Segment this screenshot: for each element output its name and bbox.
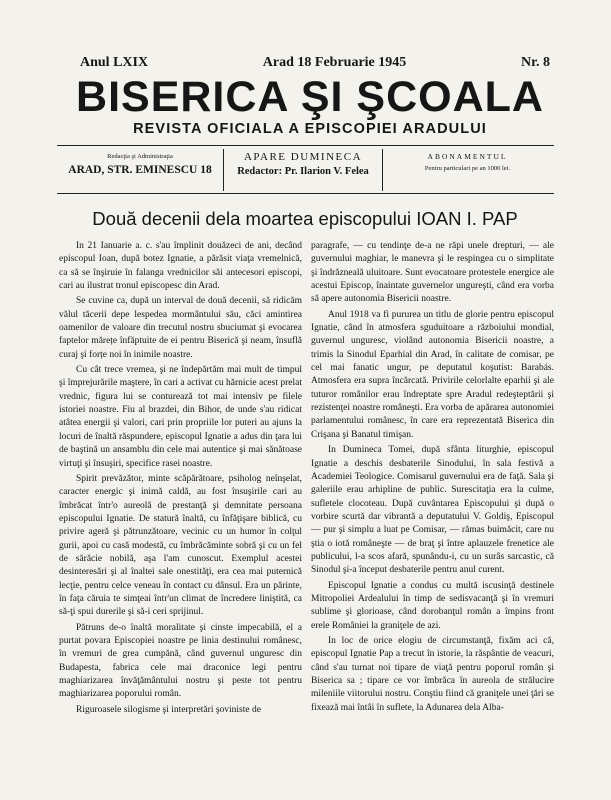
paragraph: In 21 Ianuarie a. c. s'au împlinit douăzeci de ani, decând episcopul Ioan, după botez Ignatie, a părăsit viaţa vremelnică, ca să se înşiruie în falanga vrednicilor săi antecesori episcopi, cari au ilustrat tronul episcopesc din Arad. xyxy=(59,241,302,292)
issue-number: Nr. 8 xyxy=(520,55,550,70)
article-headline: Două decenii dela moartea episcopului IOAN I. PAP xyxy=(92,208,518,229)
paragraph: Se cuvine ca, după un interval de două decenii, să ridicăm vălul tăcerii depe lespedea mormântului său, căci amintirea oamenilor de valoare din trecutul nostru sbuciumat şi evocarea faptelor mărețe înfăptuite de ei pentru Biserică şi neam, însuflă curaj şi forțe noi în inimile noastre. xyxy=(59,296,302,360)
paragraph: Anul 1918 va fi pururea un titlu de glorie pentru episcopul Ignatie, când în atmosfera sguduitoare a războiului mondial, guvernul unguresc, violând autonomia Bisericii noastre, a trimis la Sinodul Eparhial din Arad, în calitate de comisar, pe cel mai fanatic ungur, pe deputatul koşutist: Barabás. Atmosfera era supra încărcată. Privirile celorlalte eparhii şi ale tuturor românilor erau îndreptate spre Aradul redeşteptării şi rezistenţei noastre româneşti. Era vorba de apărarea autonomiei parlamentului românesc, în care era reprezentată Biserica din Crişana şi Banatul timişan. xyxy=(311,309,554,440)
divider-bottom xyxy=(57,193,554,194)
masthead-subtitle: REVISTA OFICIALA A EPISCOPIEI ARADULUI xyxy=(133,121,487,137)
paragraph: Riguroasele silogisme şi interpretări şoviniste de xyxy=(76,704,261,715)
masthead-title: BISERICA ŞI ŞCOALA xyxy=(76,74,544,120)
paragraph: Spirit prevăzător, minte scăpărătoare, psiholog neînşelat, caracter energic şi inimă caldă, au fost însuşirile cari au îmbrăcat într'o aureolă de prestanţă şi demnitate persoana episcopului Ignatie. De statură înaltă, cu înfăţişare biblică, cu privire ageră şi pătrunzătoare, vecinic cu un humor în colţul gurii, apoi cu casă modestă, cu îmbrăcăminte sobră şi cu un fel de sărăcie nobilă, aşa l'am cunoscut. Exemplul acestei desinteresări şi al înaltei sale onestităţi, era cea mai puternică lecţie, pentru celce veneau în contact cu dânsul. Era un părinte, în faţa căruia te simţeai într'un climat de încredere liniştită, ca să-ţi spui durerile şi să-i ceri sprijinul. xyxy=(59,473,302,618)
frequency-text: APARE DUMINECA xyxy=(243,151,363,163)
paragraph: In loc de orice elogiu de circumstanţă, fixăm aci că, episcopul Ignatie Pap a trecut în istorie, la răspântie de veacuri, când s'au turnat noi tipare de viaţă pentru poporul român şi Biserica sa ; tipare ce vor îmbrăca în aureola de strălucire mileniile viitorului nostru. Conştiu fiind că graniţele unei ţări se fixează mai întâi în suflete, la Adunarea dela Alba- xyxy=(311,635,554,713)
paragraph: Episcopul Ignatie a condus cu multă iscusinţă destinele Mitropoliei Ardealului în timp de sedisvacanţă şi în vremuri sublime şi glorioase, când dorobanţul român a împins front erele României la graniţele de azi. xyxy=(311,580,554,631)
frequency-block xyxy=(223,149,383,191)
issue-date: Arad 18 Februarie 1945 xyxy=(262,55,407,70)
editor-text: Redactor: Pr. Ilarion V. Felea xyxy=(237,166,369,177)
address-text: ARAD, STR. EMINESCU 18 xyxy=(68,164,212,176)
subscription-block xyxy=(381,149,554,191)
info-bar xyxy=(57,149,554,191)
address-block xyxy=(57,149,223,191)
paragraph: In Dumineca Tomei, după sfânta liturghie, episcopul Ignatie a deschis desbaterile Sinodului, în sala festivă a Academiei Teologice. Comisarul guvernului era de faţă. Sala şi galeriile erau arhipline de public. Surescitaţia era la culme, sufletele clocoteau. După cuvântarea Episcopului şi după o vorbire scurtă dar vibrantă a deputatului V. Goldiş, Episcopul — pur şi simplu a luat pe Comisar, — rămas buimăcit, care nu ştia o iotă româneşte — de braţ şi între aplauzele frenetice ale publicului, l-a scos afară, spunându-i, cu un surâs sarcastic, că Sinodul şi-a început desbaterile pentru anul curent. xyxy=(311,445,554,576)
issue-line xyxy=(80,55,550,71)
paragraph: paragrafe, — cu tendinţe de-a ne răpi unele drepturi, — ale guvernului maghiar, le manevra şi le respingea cu o simplitate şi îndrăzneală uluitoare. Sunt evocatoare protestele energice ale acestui Episcop, înaintate guvernelor ungureşti, când era vorba să apere autonomia Bisericii noastre. xyxy=(311,241,554,305)
address-label: Redacţia şi Administraţia xyxy=(107,153,173,160)
issue-year: Anul LXIX xyxy=(80,55,149,70)
subscription-text: Pentru particulari pe an 1000 lei. xyxy=(424,165,511,172)
subscription-label: ABONAMENTUL xyxy=(427,152,508,161)
paragraph: Cu cât trece vremea, şi ne îndepărtăm mai mult de timpul şi împrejurările maştere, în cari a activat cu hărnicie acest prelat vrednic, figura lui se conturează tot mai intensiv pe filele istoriei noastre. Fiu al brazdei, din Bihor, de unde s'au ridicat atâtea energii şi valori, cari prin propriile lor puteri au ajuns la locuri de înaltă răspundere, episcopul Ignatie a adus din ţara lui de baştină un ansamblu din cele mai autentice şi mai sănătoase virtuţi şi însuşiri, specifice rasei noastre. xyxy=(59,365,302,469)
divider-top xyxy=(57,145,554,146)
article-column-right xyxy=(311,240,554,790)
article-column-left xyxy=(59,240,302,790)
paragraph: Pătruns de-o înaltă moralitate şi cinste impecabilă, el a purtat povara Episcopiei noastre pe linia destinului românesc, în vremuri de grea cumpănă, când guvernul unguresc din Budapesta, fabrica cele mai draconice legi pentru maghiarizarea învăţământului nostru şi peste tot pentru maghiarizarea poporului român. xyxy=(59,622,302,700)
